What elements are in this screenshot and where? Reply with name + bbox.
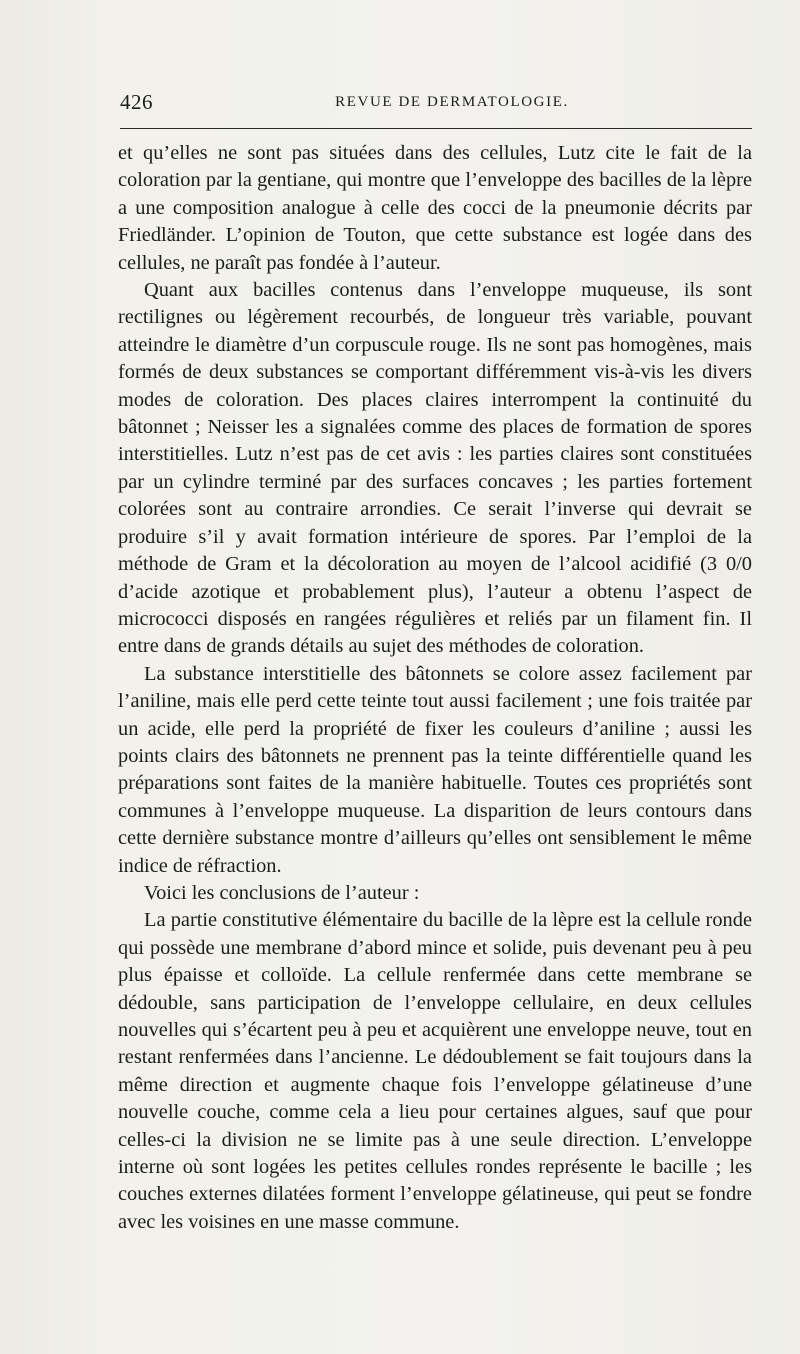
paragraph-conclusions-intro: Voici les conclusions de l’auteur :	[144, 881, 420, 904]
paragraph-bacilles: Quant aux bacilles contenus dans l’enveloppe muqueuse, ils sont rectilignes ou légèrement recourbés, de longueur très variable, pouvant atteindre le diamètre d’un corpuscule rouge. Ils ne sont pas homogènes, mais formés de deux substances se comportant différemment vis-à-vis les divers modes de coloration. Des places claires interrompent la continuité du bâtonnet ; Neisser les a signalées comme des places de formation de spores interstitielles. Lutz n’est pas de cet avis : les parties claires sont constituées par un cylindre terminé par des surfaces concaves ; les parties fortement colorées sont au contraire arrondies. Ce serait l’inverse qui devrait se produire s’il y avait formation intérieure de spores. Par l’emploi de la méthode de Gram et la décoloration au moyen de l’alcool acidifié (3 0/0 d’acide azotique et probablement plus), l’auteur a obtenu l’aspect de micrococci disposés en rangées régulières et reliés par un filament fin. Il entre dans de grands détails au sujet des méthodes de coloration.	[118, 279, 752, 658]
page-header	[120, 88, 752, 118]
paragraph-substance-interstitielle: La substance interstitielle des bâtonnets se colore assez facilement par l’aniline, mais elle perd cette teinte tout aussi facilement ; une fois traitée par un acide, elle perd la propriété de fixer les couleurs d’aniline ; aussi les points clairs des bâtonnets ne prennent pas la teinte différentielle quand les préparations sont faites de la manière habituelle. Toutes ces propriétés sont communes à l’enveloppe muqueuse. La disparition de leurs contours dans cette dernière substance montre d’ailleurs qu’elles ont sensiblement le même indice de réfraction.	[118, 662, 752, 877]
page-number: 426	[120, 90, 153, 114]
paragraph-conclusions: La partie constitutive élémentaire du bacille de la lèpre est la cellule ronde qui possède une membrane d’abord mince et solide, puis devenant peu à peu plus épaisse et colloïde. La cellule renfermée dans cette membrane se dédouble, sans participation de l’enveloppe cellulaire, en deux cellules nouvelles qui s’écartent peu à peu et acquièrent une enveloppe neuve, tout en restant renfermées dans l’ancienne. Le dédoublement se fait toujours dans la même direction et augmente chaque fois l’enveloppe gélatineuse d’une nouvelle couche, comme cela a lieu pour certaines algues, sauf que pour celles-ci la division ne se limite pas à une seule direction. L’enveloppe interne où sont logées les petites cellules rondes représente le bacille ; les couches externes dilatées forment l’enveloppe gélatineuse, qui peut se fondre avec les voisines en une masse commune.	[118, 909, 752, 1233]
paragraph-continuation: et qu’elles ne sont pas situées dans des cellules, Lutz cite le fait de la coloration par la gentiane, qui montre que l’enveloppe des bacilles de la lèpre a une composition analogue à celle des cocci de la pneumonie décrits par Friedländer. L’opinion de Touton, que cette substance est logée dans des cellules, ne paraît pas fondée à l’auteur.	[118, 142, 752, 274]
header-rule	[120, 128, 752, 129]
body-text	[118, 140, 752, 1236]
running-title: REVUE DE DERMATOLOGIE.	[335, 94, 569, 110]
